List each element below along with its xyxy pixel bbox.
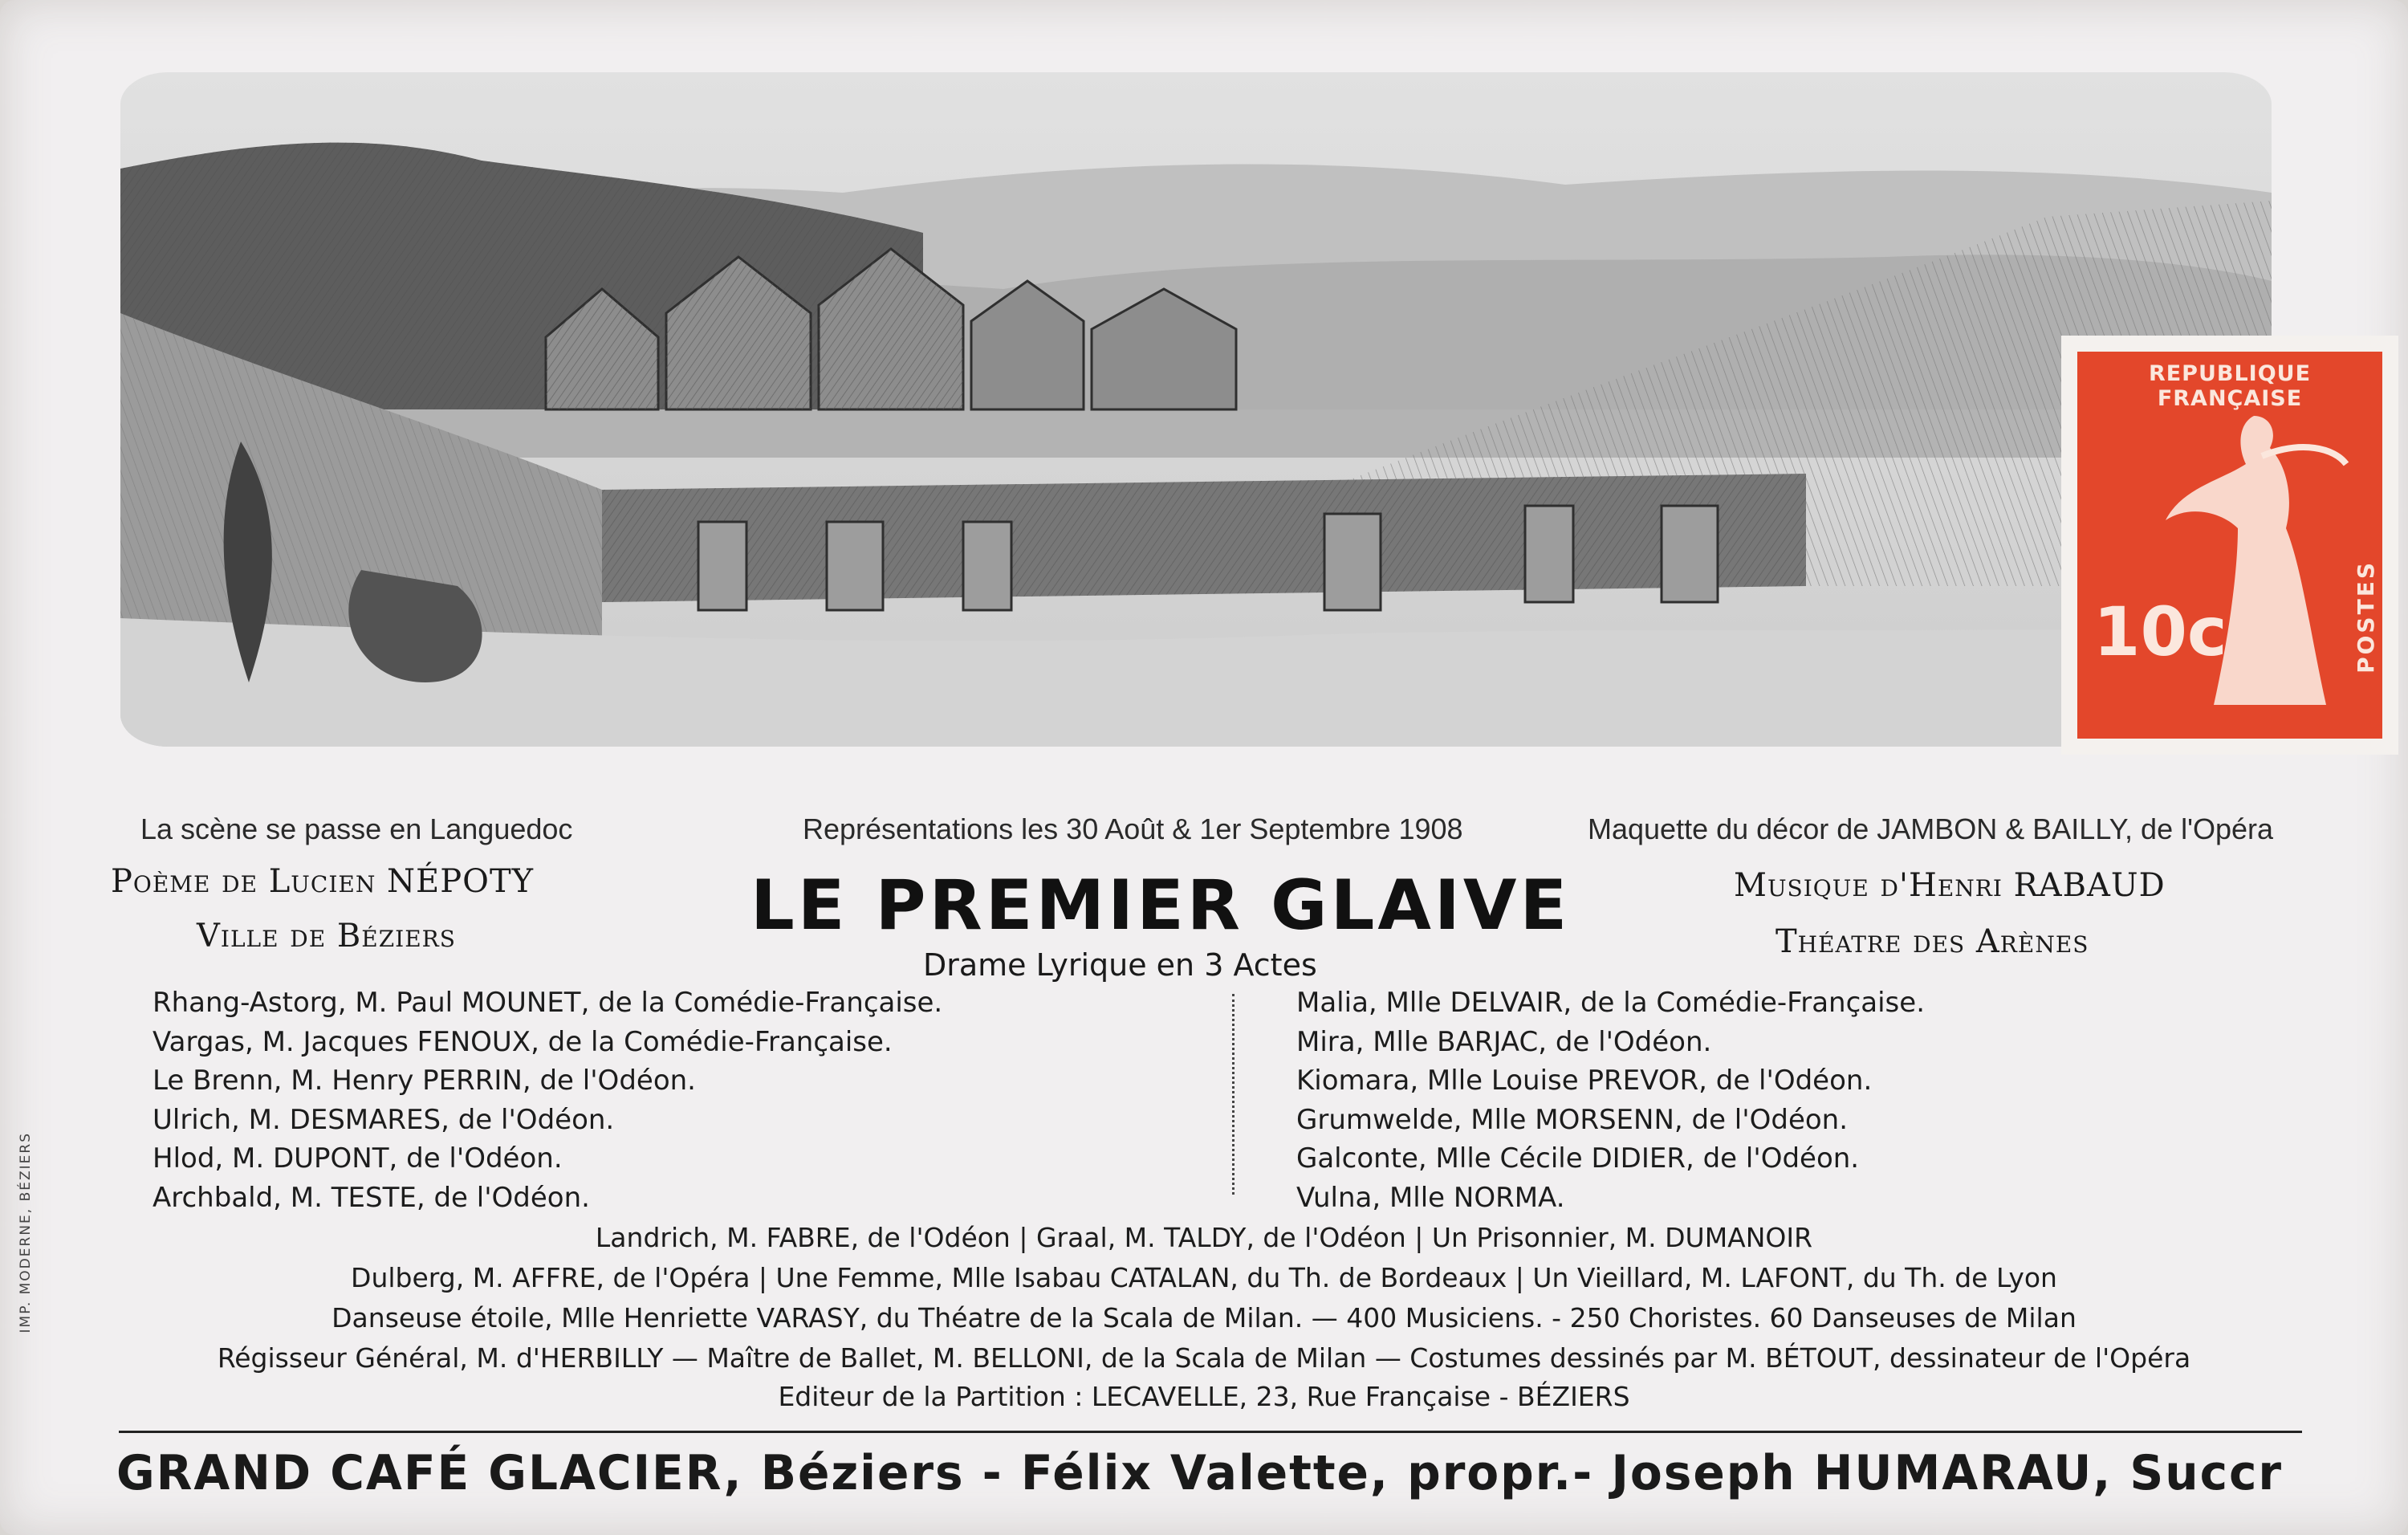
cast-item: Archbald, M. TESTE, de l'Odéon.	[153, 1181, 590, 1214]
cast-item: Malia, Mlle DELVAIR, de la Comédie-Française.	[1296, 987, 1925, 1019]
credits-line: Dulberg, M. AFFRE, de l'Opéra | Une Femme, Mlle Isabau CATALAN, du Th. de Bordeaux | Un Vieillard, M. LAFONT, du Th. de Lyon	[351, 1262, 2057, 1293]
page-title: LE PREMIER GLAIVE	[750, 865, 1571, 946]
stamp-postes-label: POSTES	[2353, 560, 2379, 674]
cast-item: Kiomara, Mlle Louise PREVOR, de l'Odéon.	[1296, 1065, 1873, 1097]
sower-figure-icon	[2142, 392, 2350, 729]
cast-divider	[1232, 994, 1235, 1195]
theatre-label: Théatre des Arènes	[1775, 923, 2089, 960]
credits-line: Danseuse étoile, Mlle Henriette VARASY, du Théatre de la Scala de Milan. — 400 Musiciens. - 250 Choristes. 60 Danseuses de Milan	[332, 1302, 2076, 1333]
music-credit: Musique d'Henri RABAUD	[1734, 867, 2166, 904]
credits-line: Landrich, M. FABRE, de l'Odéon | Graal, M. TALDY, de l'Odéon | Un Prisonnier, M. DUMANOIR	[595, 1222, 1813, 1253]
credits-line: Régisseur Général, M. d'HERBILLY — Maître de Ballet, M. BELLONI, de la Scala de Milan — Costumes dessinés par M. BÉTOUT, dessinateur de l'Opéra	[217, 1342, 2191, 1374]
cast-item: Vulna, Mlle NORMA.	[1296, 1181, 1565, 1214]
stamp-value: 10c	[2093, 592, 2227, 671]
cast-item: Le Brenn, M. Henry PERRIN, de l'Odéon.	[153, 1065, 696, 1097]
cast-item: Galconte, Mlle Cécile DIDIER, de l'Odéon.	[1296, 1142, 1860, 1175]
city-label: Ville de Béziers	[197, 918, 456, 955]
credits-line: Editeur de la Partition : LECAVELLE, 23, Rue Française - BÉZIERS	[778, 1381, 1630, 1412]
decor-illustration	[120, 72, 2272, 747]
footer-divider	[119, 1431, 2302, 1433]
cast-list-right	[1296, 983, 1925, 1217]
cast-item: Grumwelde, Mlle MORSENN, de l'Odéon.	[1296, 1103, 1849, 1136]
cast-item: Rhang-Astorg, M. Paul MOUNET, de la Comédie-Française.	[153, 987, 943, 1019]
postage-stamp	[2061, 336, 2398, 755]
scene-note: La scène se passe en Languedoc	[140, 812, 573, 845]
page-subtitle: Drame Lyrique en 3 Actes	[923, 947, 1317, 983]
landscape-engraving	[120, 72, 2272, 747]
stamp-face	[2077, 352, 2382, 739]
cast-item: Vargas, M. Jacques FENOUX, de la Comédie-Française.	[153, 1025, 893, 1058]
cast-item: Ulrich, M. DESMARES, de l'Odéon.	[153, 1103, 615, 1136]
decor-note: Maquette du décor de JAMBON & BAILLY, de l'Opéra	[1588, 812, 2274, 845]
cast-item: Hlod, M. DUPONT, de l'Odéon.	[153, 1142, 563, 1175]
printer-imprint: IMP. MODERNE, BÉZIERS	[18, 1132, 34, 1333]
poem-credit: Poème de Lucien NÉPOTY	[111, 863, 535, 900]
stamp-country: REPUBLIQUE FRANÇAISE	[2148, 361, 2312, 411]
cast-list-left	[153, 983, 942, 1217]
performance-dates: Représentations les 30 Août & 1er Septembre 1908	[803, 812, 1463, 845]
cast-item: Mira, Mlle BARJAC, de l'Odéon.	[1296, 1025, 1712, 1058]
footer-advertisement: GRAND CAFÉ GLACIER, Béziers - Félix Valette, propr.- Joseph HUMARAU, Succr	[116, 1445, 2283, 1501]
